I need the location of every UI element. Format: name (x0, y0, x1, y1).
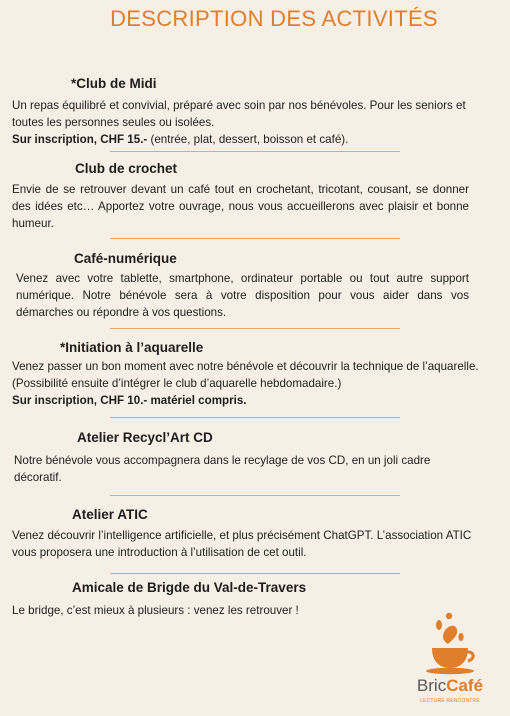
divider (110, 238, 400, 239)
divider (110, 151, 400, 152)
activity-registration-detail: (entrée, plat, dessert, boisson et café). (147, 133, 349, 146)
activity-description-cafe-numerique: Venez avec votre tablette, smartphone, ordinateur portable ou tout autre support numérique. Notre bénévole sera à votre disposition pour vous aider dans vos démarches ou répondre à vos questions. (16, 272, 469, 319)
activity-description-club-de-crochet: Envie de se retrouver devant un café tout en crochetant, tricotant, cousant, se donner des idées etc… Apportez votre ouvrage, nous vous accueillerons avec plaisir et bonne humeur. (12, 183, 469, 230)
activity-description-amicale-bridge: Le bridge, c’est mieux à plusieurs : venez les retrouver ! (12, 604, 299, 617)
activity-heading-club-de-midi: *Club de Midi (71, 76, 157, 91)
activity-heading-atelier-recyclart: Atelier Recycl’Art CD (77, 430, 213, 445)
activity-description-atelier-atic: Venez découvrir l’intelligence artificielle, et plus précisément ChatGPT. L’association ATIC vous proposera une introduction à l’utilisation de cet outil. (12, 529, 472, 559)
activity-heading-amicale-bridge: Amicale de Brigde du Val-de-Travers (72, 580, 307, 595)
brand-name-part1: Bric (416, 676, 447, 695)
activity-heading-atelier-atic: Atelier ATIC (72, 507, 148, 522)
activity-text: Venez passer un bon moment avec notre bénévole et découvrir la technique de l’aquarelle. (Possibilité ensuite d’intégrer le club d’aquarelle hebdomadaire.) (12, 360, 479, 390)
coffee-cup-splash-icon (410, 610, 490, 676)
activity-heading-club-de-crochet: Club de crochet (75, 161, 178, 176)
activity-description-atelier-recyclart: Notre bénévole vous accompagnera dans le recylage de vos CD, en un joli cadre décoratif. (14, 454, 431, 484)
activity-heading-cafe-numerique: Café-numérique (74, 251, 177, 266)
page-title: DESCRIPTION DES ACTIVITÉS (110, 6, 438, 31)
brand-name (410, 676, 490, 696)
brand-tagline: LECTURE RENCONTRE (420, 698, 480, 704)
brand-name-part2: Café (446, 676, 484, 695)
activity-heading-initiation-aquarelle: *Initiation à l’aquarelle (60, 340, 204, 355)
activity-registration-note: Sur inscription, CHF 15.- (12, 133, 148, 146)
divider (110, 495, 400, 496)
activity-text: Un repas équilibré et convivial, préparé avec soin par nos bénévoles. Pour les seniors et toutes les personnes seules ou isolées. (12, 99, 466, 129)
divider (110, 328, 400, 329)
activity-description-initiation-aquarelle (12, 358, 502, 409)
divider (110, 573, 400, 574)
bric-cafe-logo (410, 610, 490, 714)
activity-registration-note: Sur inscription, CHF 10.- matériel compris. (12, 394, 247, 407)
divider (110, 417, 400, 418)
activity-description-club-de-midi (12, 97, 474, 148)
